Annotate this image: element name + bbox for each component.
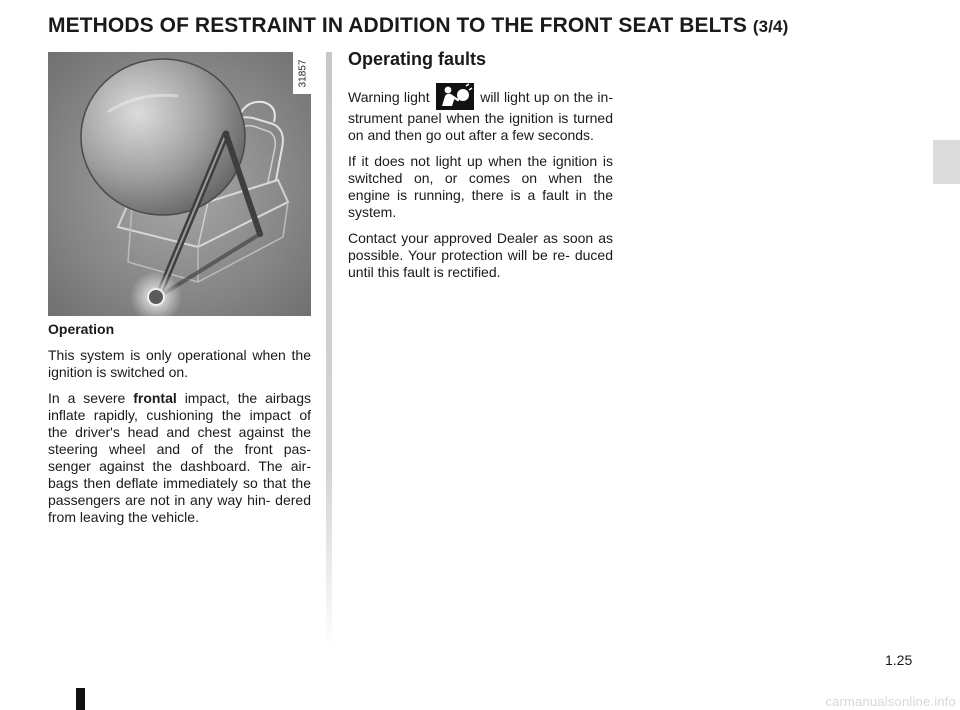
faults-paragraph-1-start: Warning light <box>348 89 434 105</box>
operating-faults-heading: Operating faults <box>348 49 487 69</box>
page-title <box>48 14 788 38</box>
operation-paragraph-2 <box>48 390 311 526</box>
airbag-warning-light-icon <box>436 83 474 110</box>
faults-paragraph-2: If it does not light up when the ignition is switched on, or comes on when the engine is running, there is a fault in the system. <box>348 153 613 220</box>
column-divider <box>326 52 332 650</box>
figure-reference-number: 31857 <box>297 59 308 87</box>
operation-paragraph-2-end: impact, the airbags inflate rapidly, cushioning the impact of the driver's head and chest against the steering wheel and of the front pas- senger against the dashboard. The air- bags then deflate immediately so that the passengers are not in any way hin- dered from leaving the vehicle. <box>48 390 312 525</box>
operation-paragraph-2-start: In a severe <box>48 390 134 406</box>
page-number: 1.25 <box>885 652 913 668</box>
figure-reference <box>293 52 312 94</box>
operation-paragraph-1: This system is only operational when the ignition is switched on. <box>48 347 311 380</box>
page-corner-mark <box>76 688 85 710</box>
airbag-illustration <box>48 52 311 316</box>
faults-paragraph-3: Contact your approved Dealer as soon as possible. Your protection will be re- duced until this fault is rectified. <box>348 230 613 280</box>
page-part-indicator: (3/4) <box>752 17 789 36</box>
section-side-tab <box>933 140 960 184</box>
operation-heading: Operation <box>48 321 115 337</box>
left-column <box>48 321 311 535</box>
airbag-seat-illustration-icon <box>48 52 311 316</box>
faults-paragraph-1-end: will light up on the in- strument panel when the ignition is turned on and then go out after a few seconds. <box>348 89 613 143</box>
frontal-keyword: frontal <box>133 390 177 406</box>
page-title-text: METHODS OF RESTRAINT IN ADDITION TO THE FRONT SEAT BELTS <box>48 14 747 37</box>
faults-paragraph-1 <box>348 83 613 144</box>
right-column <box>348 49 613 290</box>
watermark: carmanualsonline.info <box>825 694 956 709</box>
